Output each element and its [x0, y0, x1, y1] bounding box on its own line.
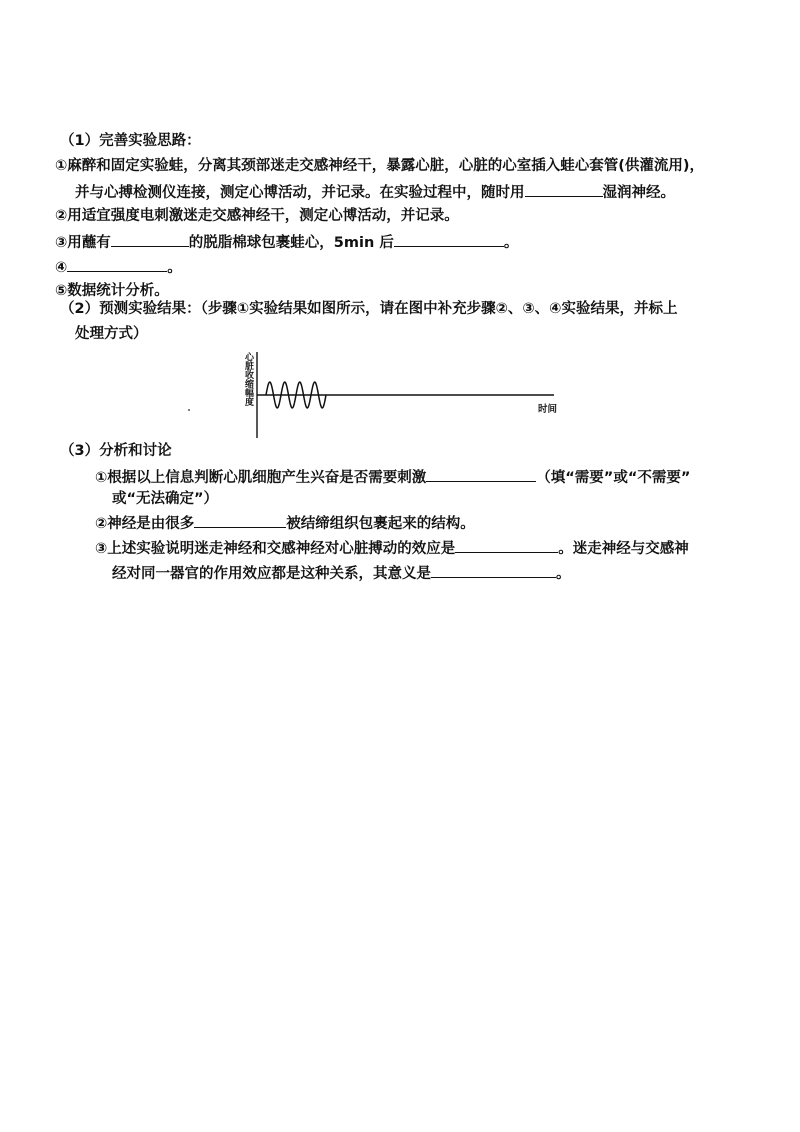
- q1-line-2: 或“无法确定”）: [112, 491, 219, 507]
- q3-text-2: 。迷走神经与交感神: [558, 541, 689, 557]
- q2-line: [95, 512, 475, 534]
- q2-text-2: 被结缔组织包裹起来的结构。: [286, 516, 475, 532]
- answer-blank-7[interactable]: [455, 537, 558, 553]
- part2-line-1: （2）预测实验结果：（步骤①实验结果如图所示，请在图中补充步骤②、③、④实验结果，并标上: [60, 301, 678, 317]
- q3-line-2: [112, 562, 571, 584]
- part1-heading: （1）完善实验思路：: [60, 133, 201, 149]
- step3-text-1: ③用蘸有: [55, 235, 111, 251]
- step3-line: [55, 231, 518, 253]
- heart-contraction-chart: [236, 346, 566, 440]
- q1-text-2: （填“需要”或“不需要”: [536, 470, 691, 486]
- part2-line-2: 处理方式）: [75, 326, 148, 342]
- step1-text-2: 湿润神经。: [602, 185, 675, 201]
- stray-dot: [188, 409, 190, 411]
- answer-blank-2[interactable]: [111, 231, 189, 247]
- answer-blank-4[interactable]: [67, 256, 167, 272]
- q3-text-4: 。: [556, 566, 571, 582]
- y-axis-label: 心脏收缩幅度: [243, 352, 253, 406]
- step4-line: [55, 256, 182, 278]
- answer-blank-5[interactable]: [426, 466, 536, 482]
- step4-text-1: ④: [55, 260, 68, 276]
- step2-line: ②用适宜强度电刺激迷走交感神经干，测定心博活动，并记录。: [55, 208, 459, 224]
- part3-heading: （3）分析和讨论: [60, 443, 172, 459]
- answer-blank-3[interactable]: [394, 231, 504, 247]
- step5-line: ⑤数据统计分析。: [55, 283, 169, 299]
- step4-text-2: 。: [167, 260, 182, 276]
- q1-line: [95, 466, 690, 488]
- step1-line-a: ①麻醉和固定实验蛙，分离其颈部迷走交感神经干，暴露心脏，心脏的心室插入蛙心套管(供灌流用)，: [55, 158, 705, 174]
- q1-text-1: ①根据以上信息判断心肌细胞产生兴奋是否需要刺激: [95, 470, 427, 486]
- step1-text-1: 并与心搏检测仪连接，测定心博活动，并记录。在实验过程中，随时用: [75, 185, 525, 201]
- answer-blank-1[interactable]: [525, 181, 603, 197]
- step3-text-2: 的脱脂棉球包裹蛙心，5min 后: [188, 235, 394, 251]
- step3-text-3: 。: [503, 235, 519, 251]
- step1-line-b: [75, 181, 675, 203]
- q3-text-3: 经对同一器官的作用效应都是这种关系，其意义是: [112, 566, 431, 582]
- answer-blank-6[interactable]: [194, 512, 286, 528]
- q3-line: [95, 537, 689, 559]
- q2-text-1: ②神经是由很多: [95, 516, 195, 532]
- x-axis-label: 时间: [538, 404, 558, 415]
- q3-text-1: ③上述实验说明迷走神经和交感神经对心脏搏动的效应是: [95, 541, 456, 557]
- answer-blank-8[interactable]: [431, 562, 556, 578]
